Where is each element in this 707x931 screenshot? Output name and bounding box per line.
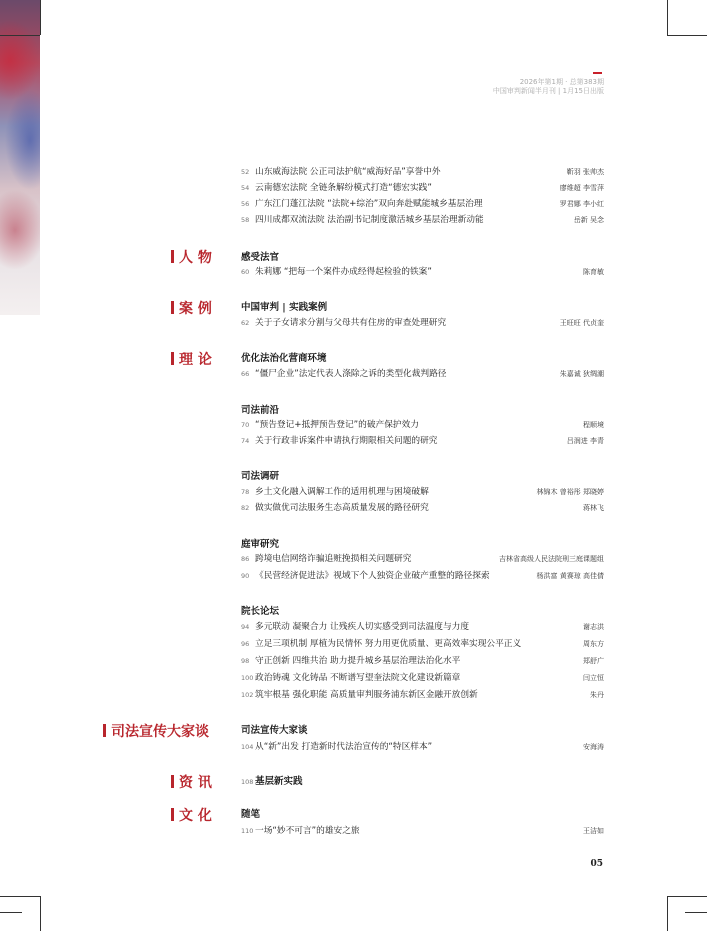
crop-mark-tr-h xyxy=(667,35,707,36)
entry-page: 94 xyxy=(241,623,250,631)
crop-mark-tl-v xyxy=(40,0,41,35)
entry-author: 闫立恒 xyxy=(583,674,604,682)
entry-author: 吕润进 李青 xyxy=(566,437,604,445)
entry-author: 廖维超 李雪萍 xyxy=(559,184,604,192)
entry-page: 52 xyxy=(241,168,250,176)
category-bar xyxy=(171,775,174,788)
toc-entry[interactable] xyxy=(241,824,360,836)
toc-entry[interactable] xyxy=(241,213,484,225)
entry-title: 立足三项机制 厚植为民情怀 努力用更优质量、更高效率实现公平正义 xyxy=(255,639,522,649)
entry-title: 四川成都双流法院 法治副书记制度激活城乡基层治理新动能 xyxy=(255,215,484,225)
toc-entry[interactable] xyxy=(241,671,460,683)
toc-entry[interactable] xyxy=(241,552,411,564)
category-renwu: 人 物 xyxy=(171,247,212,267)
entry-page: 56 xyxy=(241,200,250,208)
entry-title: “预告登记+抵押预告登记”的破产保护效力 xyxy=(255,420,419,430)
entry-title: 跨境电信网络诈骗追赃挽损相关问题研究 xyxy=(255,554,412,564)
crop-mark-tl-h xyxy=(0,35,40,36)
toc-entry[interactable] xyxy=(241,773,303,787)
section-heading: 司法前沿 xyxy=(241,405,280,416)
crop-mark-tr-v xyxy=(667,0,668,35)
toc-entry[interactable] xyxy=(241,485,429,497)
category-anli: 案 例 xyxy=(171,298,212,318)
entry-page: 62 xyxy=(241,319,250,327)
crop-mark-bl-inner xyxy=(0,912,22,913)
entry-title: 做实做优司法服务生态高质量发展的路径研究 xyxy=(255,503,429,513)
entry-author: 谢志洪 xyxy=(583,623,604,631)
entry-page: 102 xyxy=(241,691,254,699)
toc-entry[interactable] xyxy=(241,654,460,666)
entry-page: 96 xyxy=(241,640,250,648)
toc-entry[interactable] xyxy=(241,637,521,649)
entry-page: 104 xyxy=(241,743,254,751)
toc-entry[interactable] xyxy=(241,569,490,581)
toc-entry[interactable] xyxy=(241,434,437,446)
entry-page: 74 xyxy=(241,437,250,445)
entry-title: 关于行政非诉案件申请执行期限相关问题的研究 xyxy=(255,436,438,446)
section-heading: 司法调研 xyxy=(241,471,280,482)
entry-page: 54 xyxy=(241,184,250,192)
toc-entry[interactable] xyxy=(241,197,483,209)
category-lilun: 理 论 xyxy=(171,349,212,369)
entry-page: 90 xyxy=(241,572,250,580)
category-bar xyxy=(171,352,174,365)
entry-title: 多元联动 凝聚合力 让残疾人切实感受到司法温度与力度 xyxy=(255,622,470,632)
category-bar xyxy=(171,808,174,821)
toc-entry[interactable] xyxy=(241,501,429,513)
entry-page: 70 xyxy=(241,421,250,429)
section-heading: 随笔 xyxy=(241,809,261,820)
crop-mark-br-v xyxy=(667,896,668,931)
entry-title: 从“新”出发 打造新时代法治宣传的“特区样本” xyxy=(255,742,433,752)
entry-author: 靳羽 张帅杰 xyxy=(566,168,604,176)
entry-page: 58 xyxy=(241,216,250,224)
entry-author: 郑舒广 xyxy=(583,657,604,665)
entry-page: 110 xyxy=(241,827,254,835)
section-heading: 庭审研究 xyxy=(241,539,280,550)
entry-page: 66 xyxy=(241,370,250,378)
toc-entry[interactable] xyxy=(241,165,441,177)
entry-page: 60 xyxy=(241,268,250,276)
entry-title: 筑牢根基 强化职能 高质量审判服务浦东新区金融开放创新 xyxy=(255,690,478,700)
entry-author: 周东方 xyxy=(583,640,604,648)
entry-title: 政治铸魂 文化铸品 不断谱写望奎法院文化建设新篇章 xyxy=(255,673,461,683)
entry-author: 林锦木 曾裕彤 郑晓婷 xyxy=(536,488,604,496)
entry-page: 98 xyxy=(241,657,250,665)
entry-author: 蒋林飞 xyxy=(583,504,604,512)
entry-title: “僵尸企业”法定代表人涤除之诉的类型化裁判路径 xyxy=(255,369,447,379)
entry-page: 86 xyxy=(241,555,250,563)
entry-title: 守正创新 四维共治 助力提升城乡基层治理法治化水平 xyxy=(255,656,461,666)
entry-page: 100 xyxy=(241,674,254,682)
issue-number: 2026年第1期 · 总第383期 xyxy=(519,78,604,86)
toc-entry[interactable] xyxy=(241,181,432,193)
entry-title: 一场“妙不可言”的雄安之旅 xyxy=(255,826,360,836)
entry-author: 王洁如 xyxy=(583,827,604,835)
entry-author: 安海涛 xyxy=(583,743,604,751)
toc-entry[interactable] xyxy=(241,316,446,328)
entry-title: 朱莉娜 “把每一个案件办成经得起检验的铁案” xyxy=(255,267,432,277)
entry-title: 《民营经济促进法》视域下个人独资企业破产重整的路径探索 xyxy=(255,571,490,581)
toc-entry[interactable] xyxy=(241,265,432,277)
entry-page: 82 xyxy=(241,504,250,512)
entry-page: 78 xyxy=(241,488,250,496)
toc-entry[interactable] xyxy=(241,740,432,752)
category-bar xyxy=(171,250,174,263)
entry-author: 岳新 吴念 xyxy=(573,216,604,224)
entry-title: 云南德宏法院 全链条解纷模式打造“德宏实践” xyxy=(255,183,432,193)
section-heading: 司法宣传大家谈 xyxy=(241,725,308,736)
crop-mark-bl-h xyxy=(0,896,40,897)
entry-author: 程顺境 xyxy=(583,421,604,429)
section-heading: 院长论坛 xyxy=(241,606,280,617)
category-bar xyxy=(103,724,106,737)
category-wenhua: 文 化 xyxy=(171,805,212,825)
page-number: 05 xyxy=(590,859,603,869)
crop-mark-bl-v xyxy=(40,896,41,931)
entry-title: 关于子女请求分割与父母共有住房的审查处理研究 xyxy=(255,318,447,328)
entry-author: 王旺旺 代贞奎 xyxy=(559,319,604,327)
toc-entry[interactable] xyxy=(241,688,478,700)
issue-accent-mark xyxy=(593,72,602,74)
entry-title: 乡土文化融入调解工作的适用机理与困境破解 xyxy=(255,487,429,497)
cover-photo-strip xyxy=(0,0,40,315)
toc-entry[interactable] xyxy=(241,620,469,632)
crop-mark-br-inner xyxy=(685,912,707,913)
section-heading: 中国审判 | 实践案例 xyxy=(241,302,328,313)
issue-publication: 中国审判新闻半月刊 | 1月15日出版 xyxy=(492,87,604,95)
entry-author: 罗君娜 李小红 xyxy=(559,200,604,208)
entry-title: 基层新实践 xyxy=(255,776,303,787)
entry-author: 朱嘉诚 狄绸潮 xyxy=(559,370,604,378)
entry-author: 吉林省高级人民法院刑三庭课题组 xyxy=(499,555,604,563)
category-sifa-xuanchuan: 司法宣传大家谈 xyxy=(103,721,209,741)
entry-author: 杨洪富 黄赛琼 高佳倩 xyxy=(536,572,604,580)
category-zixun: 资 讯 xyxy=(171,772,212,792)
entry-author: 朱丹 xyxy=(590,691,604,699)
section-heading: 感受法官 xyxy=(241,252,280,263)
toc-entry[interactable] xyxy=(241,367,446,379)
toc-entry[interactable] xyxy=(241,418,419,430)
crop-mark-br-h xyxy=(667,896,707,897)
category-bar xyxy=(171,301,174,314)
entry-title: 广东江门蓬江法院 “法院+综治”双向奔赴赋能城乡基层治理 xyxy=(255,199,483,209)
entry-title: 山东威海法院 公正司法护航“威海好品”享誉中外 xyxy=(255,167,441,177)
entry-author: 陈育敏 xyxy=(583,268,604,276)
section-heading: 优化法治化营商环境 xyxy=(241,353,327,364)
entry-page: 108 xyxy=(241,778,254,786)
